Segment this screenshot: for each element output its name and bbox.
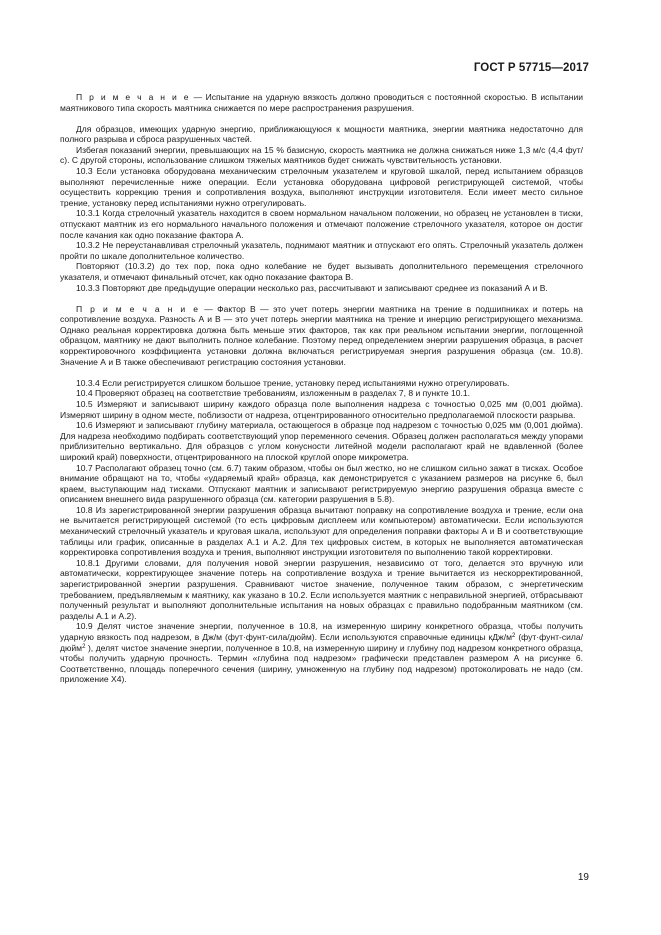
clause-10-5: 10.5 Измеряют и записывают ширину каждого образца поле выполнения надреза с точностью 0,025 мм (0,001 дюйма). Измеряют ширину в одном месте, поблизости от надреза, отцентрированного относительно предполагаемой плоскости разрыва. <box>60 398 583 420</box>
clause-10-3: 10.3 Если установка оборудована механическим стрелочным указателем и круговой шкалой, перед испытанием образцов выполняют перечисленные ниже операции. Если установка оборудована цифровой регистрирующей системой, чтобы осуществить коррекцию трения и сопротивления воздуха, выполняют инструкции изготовителя. Если имеет место сильное трение, установку перед испытаниями нужно отрегулировать. <box>60 166 583 208</box>
body-paragraph: Избегая показаний энергии, превышающих на 15 % базисную, скорость маятника не должна снижаться ниже 1,3 м/с (4,4 фут/с). С другой стороны, использование слишком тяжелых маятников будет снижать чувствительность установки. <box>60 144 583 166</box>
clause-10-3-2: 10.3.2 Не переустанавливая стрелочный указатель, поднимают маятник и отпускают его опять. Стрелочный указатель должен пройти по шкале дополнительное количество. <box>60 240 583 261</box>
note-label: П р и м е ч а н и е <box>76 92 191 102</box>
page-number: 19 <box>577 872 589 883</box>
clause-10-6: 10.6 Измеряют и записывают глубину материала, остающегося в образце под надрезом с точностью 0,025 мм (0,001 дюйма). Для надреза необходимо подбирать соответствующий упор переменного сечения. Образец должен располагаться между упорами приблизительно вертикально. Для образцов с углом конусности литейной модели располагают край не вдавленной (более широкий край) поверхности, отцентрированного на плоской круглой опоре микрометра. <box>60 420 583 462</box>
clause-10-8-1: 10.8.1 Другими словами, для получения новой энергии разрушения, независимо от того, делается это вручную или автоматически, корректирующее значение потерь на сопротивление воздуха и трение вычитается из нескорректированной, зарегистрированной энергии разрушения. Сравнивают чистое значение, полученное таким образом, с энергетическим требованием, предъявляемым к маятнику, как указано в 10.2. Если используется маятник с неправильной энергией, отбрасывают полученный результат и выполняют дополнительные испытания на новых образцах с правильно подобранным маятником (см. разделы А.1 и А.2). <box>60 557 583 621</box>
clause-10-4: 10.4 Проверяют образец на соответствие требованиям, изложенным в разделах 7, 8 и пункте 10.1. <box>76 388 471 399</box>
clause-10-9: 10.9 Делят чистое значение энергии, полученное в 10.8, на измеренную ширину конкретного образца, чтобы получить ударную вязкость под надрезом, в Дж/м (фут·фунт-сила/дюйм). Если используются справочные единицы кДж/$м^2$ (фут·фунт-сила/дюйм$^2$ ), делят чистое значение энергии, полученное в 10.8, на измеренную ширину и глубину под надрезом конкретного образца, чтобы получить ударную прочность. Термин «глубина под надрезом» графически представлен размером А на рисунке 6. Соответственно, площадь поперечного сечения (ширину, умноженную на глубину под надрезом) протоколировать не надо (см. приложение Х4). <box>60 621 583 685</box>
document-standard-header: ГОСТ Р 57715—2017 <box>473 62 589 74</box>
body-paragraph: Повторяют (10.3.2) до тех пор, пока одно колебание не будет вызывать дополнительного перемещения стрелочного указателя, и отмечают финальный отсчет, как одно показание фактора В. <box>60 261 583 282</box>
body-paragraph: Для образцов, имеющих ударную энергию, приближающуюся к мощности маятника, энергии маятника недостаточно для полного разрыва и сброса разрушенных частей. <box>60 123 583 145</box>
clause-10-3-4: 10.3.4 Если регистрируется слишком большое трение, установку перед испытаниями нужно отрегулировать. <box>76 377 510 388</box>
clause-10-3-3: 10.3.3 Повторяют две предыдущие операции несколько раз, рассчитывают и записывают среднее из показаний А и В. <box>76 282 548 293</box>
clause-10-8: 10.8 Из зарегистрированной энергии разрушения образца вычитают поправку на сопротивление воздуха и трение, если она не вычитается регистрирующей системой (то есть цифровым дисплеем или компьютером) автоматически. Если используются механический стрелочный указатель и круговая шкала, используют для определения поправки факторы А и В и соответствующие таблицы или график, описанные в разделах А.1 и А.2. Для тех цифровых систем, в которых не выполняется автоматическая корректировка сопротивления воздуха и трения, выполняют инструкции изготовителя по выполнению такой корректировки. <box>60 504 583 558</box>
note-label: П р и м е ч а н и е <box>76 303 200 314</box>
clause-10-3-1: 10.3.1 Когда стрелочный указатель находится в своем нормальном начальном положении, но образец не установлен в тиски, отпускают маятник из его нормального начального положения и отмечают положение стрелочного указателя, которое он достиг после качания как одно показание фактора А. <box>60 208 583 240</box>
note-paragraph: П р и м е ч а н и е — Испытание на ударную вязкость должно проводиться с постоянной скоростью. В испытании маятникового типа скорость маятника снижается по мере распространения разрушения. <box>60 92 583 113</box>
document-body <box>60 92 583 685</box>
clause-10-7: 10.7 Располагают образец точно (см. 6.7) таким образом, чтобы он был жестко, но не слишком сильно зажат в тисках. Особое внимание обращают на то, чтобы «ударяемый край» образца, как демонстрируется с указанием размеров на рисунке 6, был краем, выступающим над тисками. Отпускают маятник и записывают регистрируемую энергию разрушения образца вместе с описанием внешнего вида разрушенного образца (см. категории разрушения в 5.8). <box>60 462 583 505</box>
note-paragraph: П р и м е ч а н и е — Фактор В — это учет потерь энергии маятника на трение в подшипниках и потерь на сопротивление воздуха. Разность А и В — это учет потерь энергии маятника на трение и инерцию регистрирующего механизма. Однако реальная корректировка должна быть меньше этих факторов, так как при реальном испытании энергии, поглощенной образцом, маятнику не дают выполнить полное колебание. Поэтому перед определением энергии разрушения образца, в расчет корректировочного коэффициента установки должна включаться регистрируемая энергия разрушения образца (см. 10.8). Значение А и В также обеспечивают регистрацию состояния установки. <box>60 303 583 367</box>
